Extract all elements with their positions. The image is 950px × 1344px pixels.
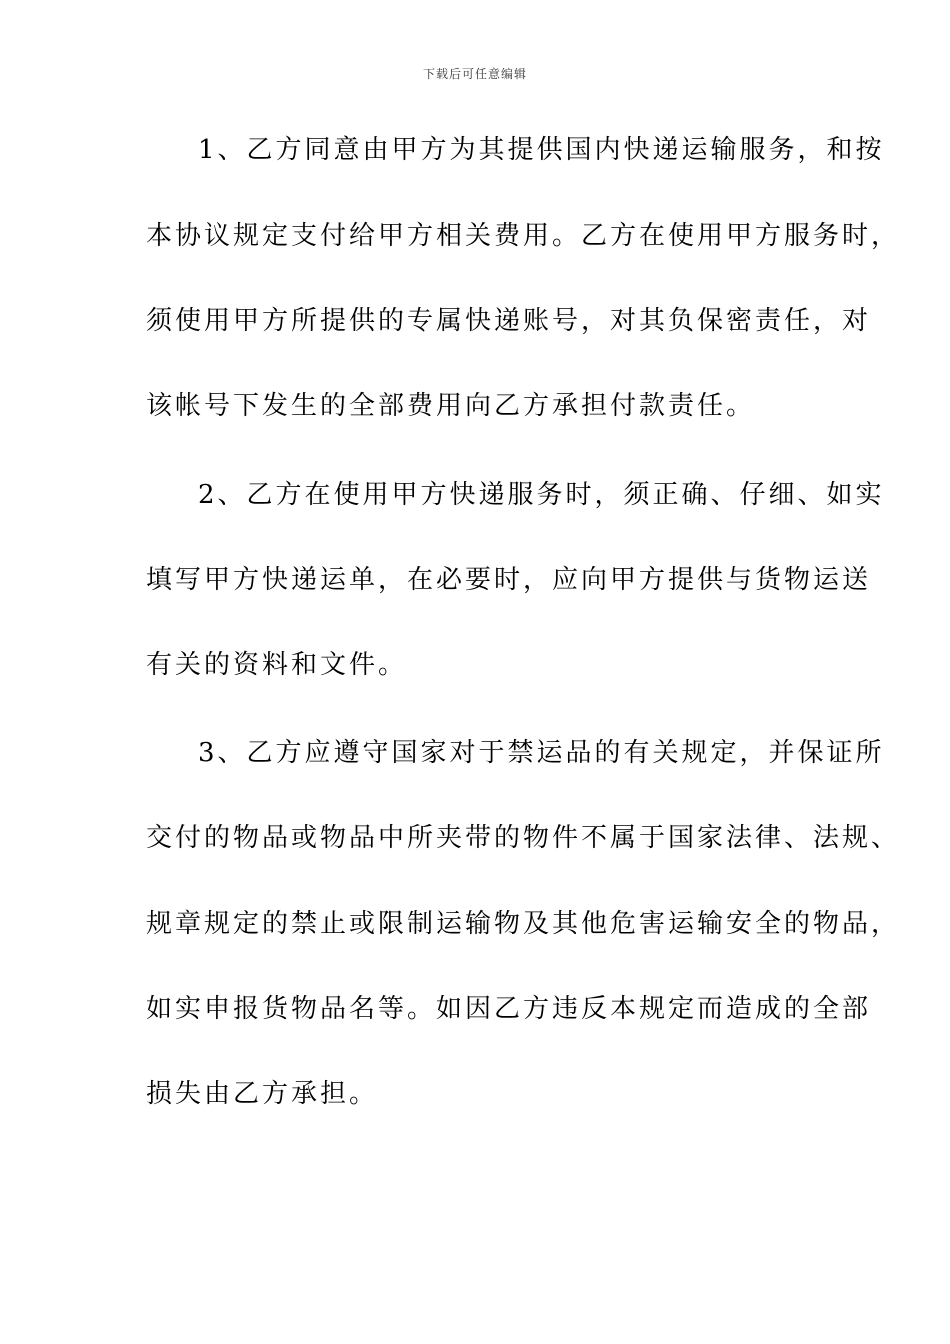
paragraph-3-line-1: 3、乙方应遵守国家对于禁运品的有关规定，并保证所 — [198, 738, 885, 768]
paragraph-3-line-4: 如实申报货物品名等。如因乙方违反本规定而造成的全部 — [146, 994, 872, 1024]
paragraph-3-line-5: 损失由乙方承担。 — [146, 1079, 379, 1109]
page-header: 下载后可任意编辑 — [422, 67, 527, 81]
paragraph-1-line-3: 须使用甲方所提供的专属快递账号，对其负保密责任，对 — [146, 306, 872, 336]
paragraph-2-line-3: 有关的资料和文件。 — [146, 650, 408, 680]
paragraph-3-line-3: 规章规定的禁止或限制运输物及其他危害运输安全的物品， — [146, 909, 901, 939]
paragraph-2-line-1: 2、乙方在使用甲方快递服务时，须正确、仔细、如实 — [198, 480, 885, 510]
paragraph-1-line-1: 1、乙方同意由甲方为其提供国内快递运输服务，和按 — [198, 135, 885, 165]
paragraph-1-line-2: 本协议规定支付给甲方相关费用。乙方在使用甲方服务时， — [146, 221, 901, 251]
paragraph-3-line-2: 交付的物品或物品中所夹带的物件不属于国家法律、法规、 — [146, 823, 901, 853]
paragraph-2-line-2: 填写甲方快递运单，在必要时，应向甲方提供与货物运送 — [146, 565, 872, 595]
paragraph-1-line-4: 该帐号下发生的全部费用向乙方承担付款责任。 — [146, 391, 756, 421]
